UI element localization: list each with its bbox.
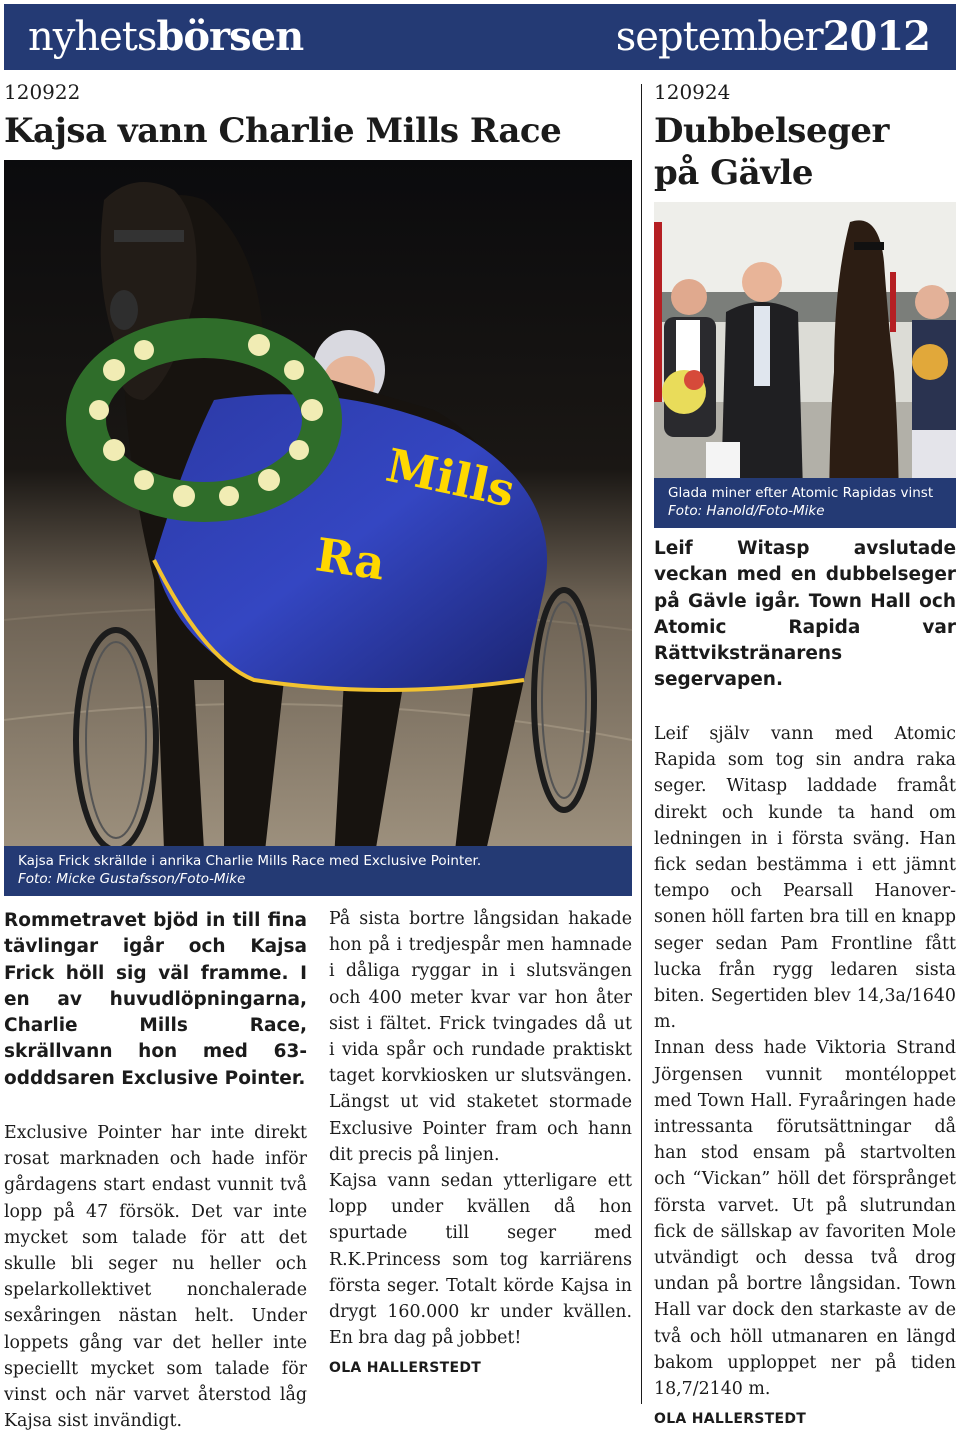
left-col2-paragraph: Kajsa vann sedan ytterligare ett lopp under kvällen då hon spurtade till seger med R.K.Princess som tog karriärens första seger. Totalt körde Kajsa in drygt 160.000 kr under kvällen. En bra dag på jobbet! <box>329 1171 632 1349</box>
issue-year: 2012 <box>822 13 930 60</box>
left-article-byline: OLA HALLERSTEDT <box>329 1360 482 1377</box>
left-article-photo <box>4 160 632 896</box>
harness-racing-photo <box>4 160 632 896</box>
left-col2-paragraph: På sista bortre långsidan hakade hon på i tredjespår men hamnade i dåliga ryggar in i slutsvängen och 400 meter kvar var hon åter sist i fältet. Frick tvingades då ut i vida spår och rundade praktiskt taget korvkiosken ur slutsvängen. Längst ut vid staketet stormade Exclusive Pointer fram och hann dit precis på linjen. <box>329 909 632 1165</box>
left-article-date: 120922 <box>4 80 81 104</box>
right-article-photo <box>654 202 956 528</box>
right-article-body <box>654 721 956 1432</box>
right-photo-caption-text: Glada miner efter Atomic Rapidas vinst <box>668 485 934 501</box>
left-photo-credit: Foto: Micke Gustafsson/Foto-Mike <box>18 871 246 887</box>
masthead <box>4 4 956 70</box>
blanket-text: Mills <box>381 437 520 518</box>
right-body-paragraph: Leif själv vann med Atomic Rapida som tog sin andra raka seger. Witasp laddade framåt direkt och kunde ta hand om ledningen in i första sväng. Han fick sedan bestämma i ett jämnt tempo och Pearsall Hanover-sonen höll farten bra till en knapp seger sedan Pam Frontline fått lucka från rygg ledaren sista biten. Segertiden blev 14,3a/1640 m. <box>654 724 956 1033</box>
right-photo-caption <box>654 478 956 528</box>
left-article-col2 <box>329 906 632 1382</box>
brand-light: nyhets <box>28 14 157 60</box>
left-photo-caption-text: Kajsa Frick skrällde i anrika Charlie Mills Race med Exclusive Pointer. <box>18 853 482 869</box>
left-photo-caption <box>4 846 632 896</box>
issue-month: september <box>615 14 823 60</box>
right-article-headline: Dubbelseger på Gävle <box>654 111 889 193</box>
left-article-lead: Rommetravet bjöd in till fina tävlingar igår och Kajsa Frick höll sig väl framme. I en av huvudlöpningarna, Charlie Mills Race, skrällvann hon med 63-odddsaren Exclusive Pointer. <box>4 910 307 1089</box>
right-article-lead: Leif Witasp avslutade veckan med en dubbelseger på Gävle igår. Town Hall och Atomic Rapida var Rättvikstränarens segervapen. <box>654 538 956 691</box>
blanket-text-2: Ra <box>312 527 389 591</box>
right-body-paragraph: Innan dess hade Viktoria Strand Jörgensen vunnit montéloppet med Town Hall. Fyraåringen hade intressanta förutsättningar då han stod ensam på startvolten och “Vickan” höll det försprånget första varvet. Ut på slutrundan fick de sällskap av favoriten Mole utvändigt och dessa två drog undan på bortre långsidan. Town Hall var dock den starkaste av de två och höll utmanaren en längd bakom upploppet ner på tiden 18,7/2140 m. <box>654 1038 956 1400</box>
column-divider <box>641 84 642 1404</box>
left-article-headline: Kajsa vann Charlie Mills Race <box>4 111 562 151</box>
right-article-byline: OLA HALLERSTEDT <box>654 1411 807 1428</box>
issue-label <box>616 14 930 60</box>
right-photo-credit: Foto: Hanold/Foto-Mike <box>668 503 825 519</box>
right-article-date: 120924 <box>654 80 731 104</box>
brand-bold: börsen <box>156 13 304 60</box>
left-col1-paragraph: Exclusive Pointer har inte direkt rosat marknaden och hade inför gårdagens start endast vunnit två lopp på 47 försök. Det var inte mycket som talade för att det skulle bli seger nu heller och spelarkollektivet nonchalerade sexåringen nästan helt. Under loppets gång var det heller inte speciellt mycket som talade för vinst och när varvet återstod låg Kajsa sist invändigt. <box>4 1123 307 1432</box>
left-article-col1 <box>4 1120 307 1434</box>
brand-logo <box>28 14 303 60</box>
